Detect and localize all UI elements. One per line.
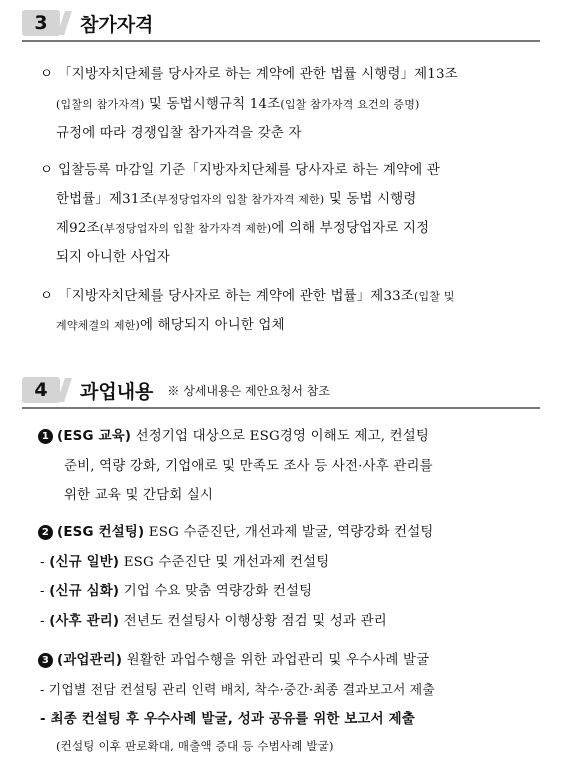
task-item-line: 1 (ESG 교육) 선정기업 대상으로 ESG경영 이해도 제고, 컨설팅 bbox=[38, 425, 429, 444]
circle-bullet-icon: ㅇ bbox=[40, 289, 54, 304]
circle-bullet-icon: ㅇ bbox=[40, 67, 54, 82]
badge-slash-decoration bbox=[57, 378, 72, 402]
qualification-line: 규정에 따라 경쟁입찰 참가자격을 갖춘 자 bbox=[56, 126, 302, 141]
section-number: 4 bbox=[34, 379, 48, 401]
qualification-line: ㅇ 「지방자치단체를 당사자로 하는 계약에 관한 법률 시행령」제13조 bbox=[40, 67, 458, 82]
task-item-line: 준비, 역량 강화, 기업애로 및 만족도 조사 등 사전·사후 관리를 bbox=[64, 459, 433, 474]
qualification-line: ㅇ 「지방자치단체를 당사자로 하는 계약에 관한 법률」제33조(입찰 및 bbox=[40, 289, 455, 304]
section-4-header bbox=[22, 375, 330, 405]
section-divider bbox=[22, 407, 540, 409]
section-number-badge bbox=[22, 377, 60, 403]
qualification-line: 제92조(부정당업자의 입찰 참가자격 제한)에 의해 부정당업자로 지정 bbox=[56, 221, 430, 236]
task-sub-note: (컨설팅 이후 판로확대, 매출액 증대 등 수범사례 발굴) bbox=[56, 739, 334, 753]
qualification-line: 되지 아니한 사업자 bbox=[56, 250, 170, 265]
qualification-line: (입찰의 참가자격) 및 동법시행규칙 14조(입찰 참가자격 요건의 증명) bbox=[56, 97, 420, 112]
section-number: 3 bbox=[34, 12, 48, 34]
task-sub-line: - 기업별 전담 컨설팅 관리 인력 배치, 착수·중간·최종 결과보고서 제출 bbox=[40, 683, 435, 698]
number-2-circle-icon: 2 bbox=[38, 525, 53, 540]
task-item-line: 위한 교육 및 간담회 실시 bbox=[64, 488, 214, 503]
task-sub-line: - (신규 일반) ESG 수준진단 및 개선과제 컨설팅 bbox=[40, 555, 330, 570]
number-1-circle-icon: 1 bbox=[38, 429, 53, 444]
qualification-line: ㅇ 입찰등록 마감일 기준「지방자치단체를 당사자로 하는 계약에 관 bbox=[40, 163, 440, 178]
task-sub-line: - (사후 관리) 전년도 컨설팅사 이행상황 점검 및 성과 관리 bbox=[40, 614, 387, 629]
qualification-line: 한법률」제31조(부정당업자의 입찰 참가자격 제한) 및 동법 시행령 bbox=[56, 192, 417, 207]
task-item-line: 3 (과업관리) 원활한 과업수행을 위한 과업관리 및 우수사례 발굴 bbox=[38, 649, 429, 668]
section-divider bbox=[22, 40, 540, 42]
task-item-line: 2 (ESG 컨설팅) ESG 수준진단, 개선과제 발굴, 역량강화 컨설팅 bbox=[38, 521, 434, 540]
task-sub-line: - (신규 심화) 기업 수요 맞춤 역량강화 컨설팅 bbox=[40, 584, 313, 599]
section-3-header bbox=[22, 8, 153, 38]
section-title: 과업내용 bbox=[80, 380, 154, 403]
circle-bullet-icon: ㅇ bbox=[40, 163, 54, 178]
qualification-line: 계약체결의 제한)에 해당되지 아니한 업체 bbox=[56, 318, 285, 333]
number-3-circle-icon: 3 bbox=[38, 653, 53, 668]
task-sub-line-emphasis: - 최종 컨설팅 후 우수사례 발굴, 성과 공유를 위한 보고서 제출 bbox=[40, 712, 415, 727]
section-title: 참가자격 bbox=[80, 13, 154, 36]
section-note: ※ 상세내용은 제안요청서 참조 bbox=[167, 383, 330, 398]
badge-slash-decoration bbox=[57, 11, 72, 35]
section-number-badge bbox=[22, 10, 60, 36]
